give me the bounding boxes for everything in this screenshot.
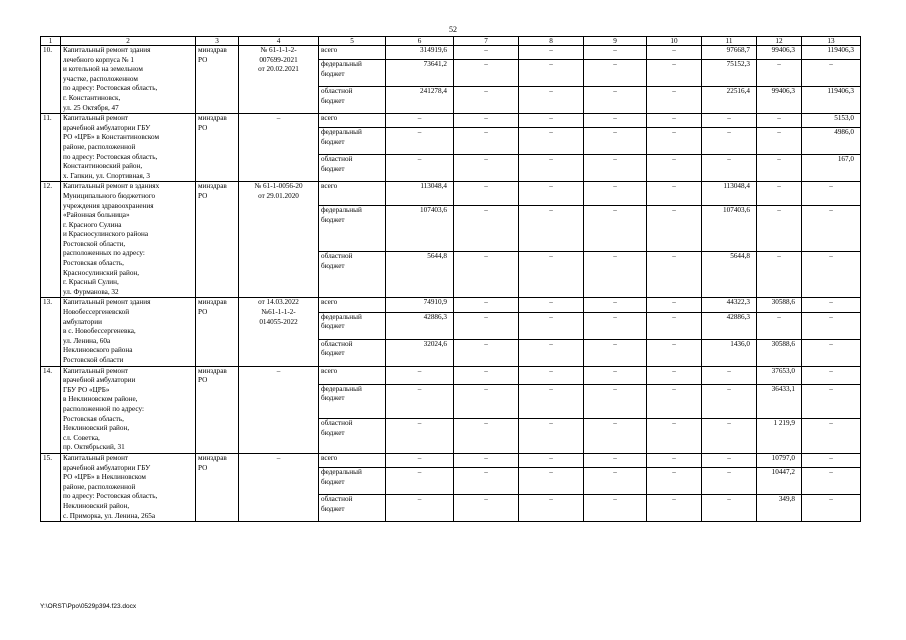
value-col-10: – <box>647 419 702 454</box>
value-col-7: – <box>454 60 519 87</box>
value-col-13: 119406,3 <box>802 87 861 114</box>
value-col-11: 113048,4 <box>702 182 757 206</box>
value-col-10: – <box>647 384 702 419</box>
value-col-9: – <box>584 495 647 522</box>
value-col-11: 44322,3 <box>702 298 757 312</box>
value-col-6: 113048,4 <box>386 182 454 206</box>
value-col-8: – <box>519 495 584 522</box>
value-col-10: – <box>647 312 702 339</box>
value-col-13: 5153,0 <box>802 114 861 128</box>
approval-document: № 61-1-1-2- 007699-2021 от 20.02.2021 <box>239 46 319 114</box>
table-row <box>41 298 861 312</box>
value-col-9: – <box>584 453 647 467</box>
value-col-9: – <box>584 252 647 298</box>
value-col-12: 349,8 <box>757 495 802 522</box>
value-col-11: – <box>702 384 757 419</box>
responsible-org: минздрав РО <box>196 298 239 366</box>
header-col-3: 3 <box>196 37 239 46</box>
funding-source: всего <box>319 182 386 206</box>
value-col-6: 314919,6 <box>386 46 454 60</box>
value-col-12: – <box>757 252 802 298</box>
capital-repair-table <box>40 36 861 522</box>
value-col-8: – <box>519 87 584 114</box>
funding-source: федеральный бюджет <box>319 384 386 419</box>
value-col-7: – <box>454 114 519 128</box>
value-col-6: – <box>386 495 454 522</box>
header-col-9: 9 <box>584 37 647 46</box>
value-col-12: 37653,0 <box>757 366 802 384</box>
footer-file-path: Y:\ORST\Ppo\0529p394.f23.docx <box>40 603 137 610</box>
value-col-12: – <box>757 312 802 339</box>
value-col-11: 22516,4 <box>702 87 757 114</box>
funding-source: всего <box>319 453 386 467</box>
value-col-10: – <box>647 298 702 312</box>
responsible-org: минздрав РО <box>196 46 239 114</box>
value-col-8: – <box>519 453 584 467</box>
value-col-8: – <box>519 419 584 454</box>
value-col-13: – <box>802 453 861 467</box>
value-col-9: – <box>584 46 647 60</box>
header-col-4: 4 <box>239 37 319 46</box>
value-col-11: – <box>702 453 757 467</box>
value-col-8: – <box>519 252 584 298</box>
value-col-13: – <box>802 298 861 312</box>
value-col-13: – <box>802 60 861 87</box>
value-col-6: 241278,4 <box>386 87 454 114</box>
responsible-org: минздрав РО <box>196 453 239 521</box>
value-col-11: – <box>702 419 757 454</box>
funding-source: всего <box>319 114 386 128</box>
project-name: Капитальный ремонт здания лечебного корпуса № 1 и котельной на земельном участке, расположенном по адресу: Ростовская область, г. Константиновск, ул. 25 Октября, 47 <box>61 46 196 114</box>
value-col-7: – <box>454 182 519 206</box>
responsible-org: минздрав РО <box>196 182 239 298</box>
value-col-12: 10447,2 <box>757 468 802 495</box>
value-col-13: – <box>802 182 861 206</box>
value-col-6: 74910,9 <box>386 298 454 312</box>
value-col-12: – <box>757 155 802 182</box>
value-col-10: – <box>647 252 702 298</box>
table-row <box>41 182 861 206</box>
value-col-10: – <box>647 87 702 114</box>
row-number: 13. <box>41 298 61 366</box>
value-col-7: – <box>454 206 519 252</box>
value-col-10: – <box>647 453 702 467</box>
value-col-11: 107403,6 <box>702 206 757 252</box>
value-col-9: – <box>584 87 647 114</box>
funding-source: федеральный бюджет <box>319 60 386 87</box>
value-col-6: – <box>386 366 454 384</box>
value-col-12: 10797,0 <box>757 453 802 467</box>
value-col-8: – <box>519 114 584 128</box>
value-col-9: – <box>584 366 647 384</box>
value-col-7: – <box>454 419 519 454</box>
value-col-11: 75152,3 <box>702 60 757 87</box>
header-row <box>41 37 861 46</box>
value-col-13: – <box>802 339 861 366</box>
value-col-6: 5644,8 <box>386 252 454 298</box>
value-col-12: – <box>757 60 802 87</box>
value-col-11: – <box>702 468 757 495</box>
value-col-8: – <box>519 366 584 384</box>
value-col-13: – <box>802 312 861 339</box>
row-number: 11. <box>41 114 61 182</box>
responsible-org: минздрав РО <box>196 114 239 182</box>
value-col-11: – <box>702 114 757 128</box>
value-col-8: – <box>519 312 584 339</box>
funding-source: всего <box>319 298 386 312</box>
document-sheet <box>40 36 860 522</box>
value-col-8: – <box>519 155 584 182</box>
value-col-10: – <box>647 128 702 155</box>
value-col-10: – <box>647 339 702 366</box>
value-col-12: 1 219,9 <box>757 419 802 454</box>
value-col-11: 5644,8 <box>702 252 757 298</box>
value-col-6: – <box>386 155 454 182</box>
value-col-10: – <box>647 495 702 522</box>
value-col-8: – <box>519 468 584 495</box>
value-col-9: – <box>584 128 647 155</box>
value-col-12: 30588,6 <box>757 298 802 312</box>
value-col-7: – <box>454 87 519 114</box>
value-col-9: – <box>584 339 647 366</box>
value-col-13: – <box>802 495 861 522</box>
funding-source: всего <box>319 46 386 60</box>
value-col-10: – <box>647 468 702 495</box>
value-col-6: – <box>386 453 454 467</box>
value-col-13: – <box>802 206 861 252</box>
value-col-10: – <box>647 182 702 206</box>
value-col-12: – <box>757 114 802 128</box>
project-name: Капитальный ремонт врачебной амбулатории ГБУ РО «ЦРБ» в Неклиновском районе, расположенной по адресу: Ростовская область, Неклиновский район, с. Приморка, ул. Ленина, 265а <box>61 453 196 521</box>
row-number: 12. <box>41 182 61 298</box>
project-name: Капитальный ремонт врачебной амбулатории ГБУ РО «ЦРБ» в Неклиновском районе, расположенной по адресу: Ростовская область, Неклиновский район, сл. Советка, пр. Октябрьский, 31 <box>61 366 196 453</box>
value-col-6: – <box>386 128 454 155</box>
value-col-7: – <box>454 312 519 339</box>
value-col-7: – <box>454 155 519 182</box>
approval-document: – <box>239 114 319 182</box>
funding-source: областной бюджет <box>319 339 386 366</box>
project-name: Капитальный ремонт врачебной амбулатории ГБУ РО «ЦРБ» в Константиновском районе, расположенной по адресу: Ростовская область, Константиновский район, х. Гапкин, ул. Спортивная, 3 <box>61 114 196 182</box>
value-col-11: – <box>702 366 757 384</box>
project-name: Капитальный ремонт здания Новобессергеневской амбулатории в с. Новобессергеневка, ул. Ленина, 60а Неклиновского района Ростовской области <box>61 298 196 366</box>
value-col-7: – <box>454 339 519 366</box>
value-col-12: 99406,3 <box>757 46 802 60</box>
value-col-10: – <box>647 206 702 252</box>
approval-document: № 61-1-0056-20 от 29.01.2020 <box>239 182 319 298</box>
value-col-9: – <box>584 298 647 312</box>
value-col-9: – <box>584 384 647 419</box>
table-body <box>41 46 861 522</box>
approval-document: – <box>239 453 319 521</box>
value-col-9: – <box>584 155 647 182</box>
funding-source: федеральный бюджет <box>319 128 386 155</box>
value-col-12: 30588,6 <box>757 339 802 366</box>
value-col-6: – <box>386 384 454 419</box>
value-col-8: – <box>519 206 584 252</box>
value-col-9: – <box>584 114 647 128</box>
table-row <box>41 46 861 60</box>
page-number: 52 <box>449 25 457 34</box>
value-col-10: – <box>647 114 702 128</box>
table-row <box>41 366 861 384</box>
value-col-10: – <box>647 155 702 182</box>
header-col-10: 10 <box>647 37 702 46</box>
value-col-7: – <box>454 366 519 384</box>
value-col-6: 42886,3 <box>386 312 454 339</box>
value-col-12: – <box>757 182 802 206</box>
value-col-10: – <box>647 366 702 384</box>
value-col-12: – <box>757 206 802 252</box>
row-number: 10. <box>41 46 61 114</box>
value-col-13: 4986,0 <box>802 128 861 155</box>
value-col-11: – <box>702 495 757 522</box>
value-col-7: – <box>454 128 519 155</box>
funding-source: федеральный бюджет <box>319 468 386 495</box>
value-col-8: – <box>519 182 584 206</box>
value-col-7: – <box>454 252 519 298</box>
value-col-9: – <box>584 312 647 339</box>
header-col-8: 8 <box>519 37 584 46</box>
funding-source: областной бюджет <box>319 87 386 114</box>
value-col-13: 167,0 <box>802 155 861 182</box>
funding-source: областной бюджет <box>319 252 386 298</box>
header-col-12: 12 <box>757 37 802 46</box>
value-col-6: 107403,6 <box>386 206 454 252</box>
table-row <box>41 453 861 467</box>
header-col-2: 2 <box>61 37 196 46</box>
header-col-6: 6 <box>386 37 454 46</box>
value-col-13: – <box>802 384 861 419</box>
funding-source: федеральный бюджет <box>319 312 386 339</box>
header-col-13: 13 <box>802 37 861 46</box>
header-col-11: 11 <box>702 37 757 46</box>
funding-source: всего <box>319 366 386 384</box>
value-col-11: 42886,3 <box>702 312 757 339</box>
funding-source: федеральный бюджет <box>319 206 386 252</box>
value-col-6: – <box>386 114 454 128</box>
value-col-7: – <box>454 298 519 312</box>
value-col-12: 99406,3 <box>757 87 802 114</box>
value-col-13: – <box>802 419 861 454</box>
value-col-11: 1436,0 <box>702 339 757 366</box>
row-number: 15. <box>41 453 61 521</box>
value-col-6: – <box>386 468 454 495</box>
value-col-13: – <box>802 366 861 384</box>
value-col-7: – <box>454 384 519 419</box>
value-col-12: 36433,1 <box>757 384 802 419</box>
value-col-9: – <box>584 182 647 206</box>
value-col-9: – <box>584 419 647 454</box>
value-col-6: – <box>386 419 454 454</box>
funding-source: областной бюджет <box>319 419 386 454</box>
value-col-12: – <box>757 128 802 155</box>
value-col-7: – <box>454 453 519 467</box>
value-col-6: 32024,6 <box>386 339 454 366</box>
value-col-7: – <box>454 495 519 522</box>
value-col-8: – <box>519 384 584 419</box>
approval-document: от 14.03.2022 №61-1-1-2- 014055-2022 <box>239 298 319 366</box>
value-col-13: 119406,3 <box>802 46 861 60</box>
project-name: Капитальный ремонт в зданиях Муниципального бюджетного учреждения здравоохранения «Районная больница» г. Красного Сулина и Красносулинского района Ростовской области, расположенных по адресу: Ростовская область, Красносулинский район, г. Красный Сулин, ул. Фурманова, 32 <box>61 182 196 298</box>
value-col-11: – <box>702 128 757 155</box>
funding-source: областной бюджет <box>319 495 386 522</box>
row-number: 14. <box>41 366 61 453</box>
value-col-8: – <box>519 46 584 60</box>
value-col-8: – <box>519 128 584 155</box>
header-col-1: 1 <box>41 37 61 46</box>
value-col-11: 97668,7 <box>702 46 757 60</box>
header-col-5: 5 <box>319 37 386 46</box>
value-col-10: – <box>647 60 702 87</box>
value-col-10: – <box>647 46 702 60</box>
value-col-6: 73641,2 <box>386 60 454 87</box>
value-col-9: – <box>584 468 647 495</box>
value-col-8: – <box>519 298 584 312</box>
value-col-7: – <box>454 468 519 495</box>
funding-source: областной бюджет <box>319 155 386 182</box>
table-row <box>41 114 861 128</box>
responsible-org: минздрав РО <box>196 366 239 453</box>
value-col-11: – <box>702 155 757 182</box>
value-col-8: – <box>519 339 584 366</box>
value-col-8: – <box>519 60 584 87</box>
value-col-9: – <box>584 60 647 87</box>
value-col-9: – <box>584 206 647 252</box>
value-col-13: – <box>802 468 861 495</box>
value-col-7: – <box>454 46 519 60</box>
approval-document: – <box>239 366 319 453</box>
value-col-13: – <box>802 252 861 298</box>
header-col-7: 7 <box>454 37 519 46</box>
